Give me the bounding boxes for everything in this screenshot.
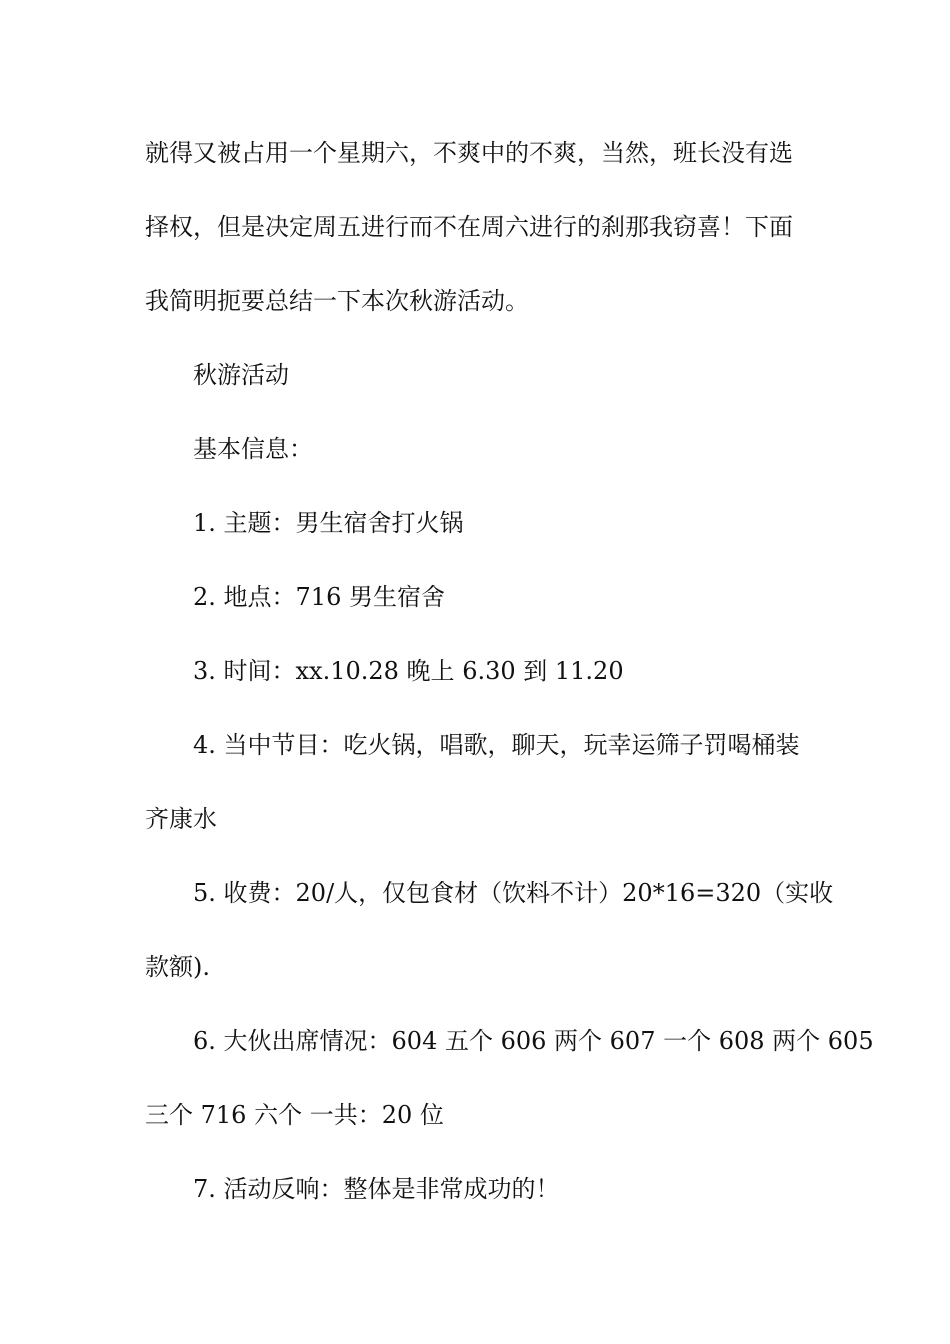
paragraph-line: 择权，但是决定周五进行而不在周六进行的刹那我窃喜！下面 — [145, 213, 793, 241]
paragraph-line: 就得又被占用一个星期六，不爽中的不爽，当然，班长没有选 — [145, 139, 793, 167]
list-item-location: 2. 地点：716 男生宿舍 — [193, 583, 445, 611]
list-item-fee: 5. 收费：20/人，仅包食材（饮料不计）20*16=320（实收 — [193, 879, 834, 907]
section-heading: 秋游活动 — [193, 361, 289, 389]
list-item-fee-continued: 款额). — [145, 953, 210, 981]
list-item-theme: 1. 主题：男生宿舍打火锅 — [193, 509, 464, 537]
document-body — [145, 130, 874, 1240]
subheading-basic-info: 基本信息： — [193, 435, 313, 463]
list-item-time: 3. 时间：xx.10.28 晚上 6.30 到 11.20 — [193, 657, 624, 685]
list-item-attendance: 6. 大伙出席情况：604 五个 606 两个 607 一个 608 两个 605 — [193, 1027, 874, 1055]
list-item-program: 4. 当中节目：吃火锅，唱歌，聊天，玩幸运筛子罚喝桶装 — [193, 731, 800, 759]
paragraph-line: 我简明扼要总结一下本次秋游活动。 — [145, 287, 529, 315]
list-item-attendance-continued: 三个 716 六个 一共：20 位 — [145, 1101, 444, 1129]
list-item-program-continued: 齐康水 — [145, 805, 217, 833]
list-item-feedback: 7. 活动反响：整体是非常成功的！ — [193, 1175, 560, 1203]
